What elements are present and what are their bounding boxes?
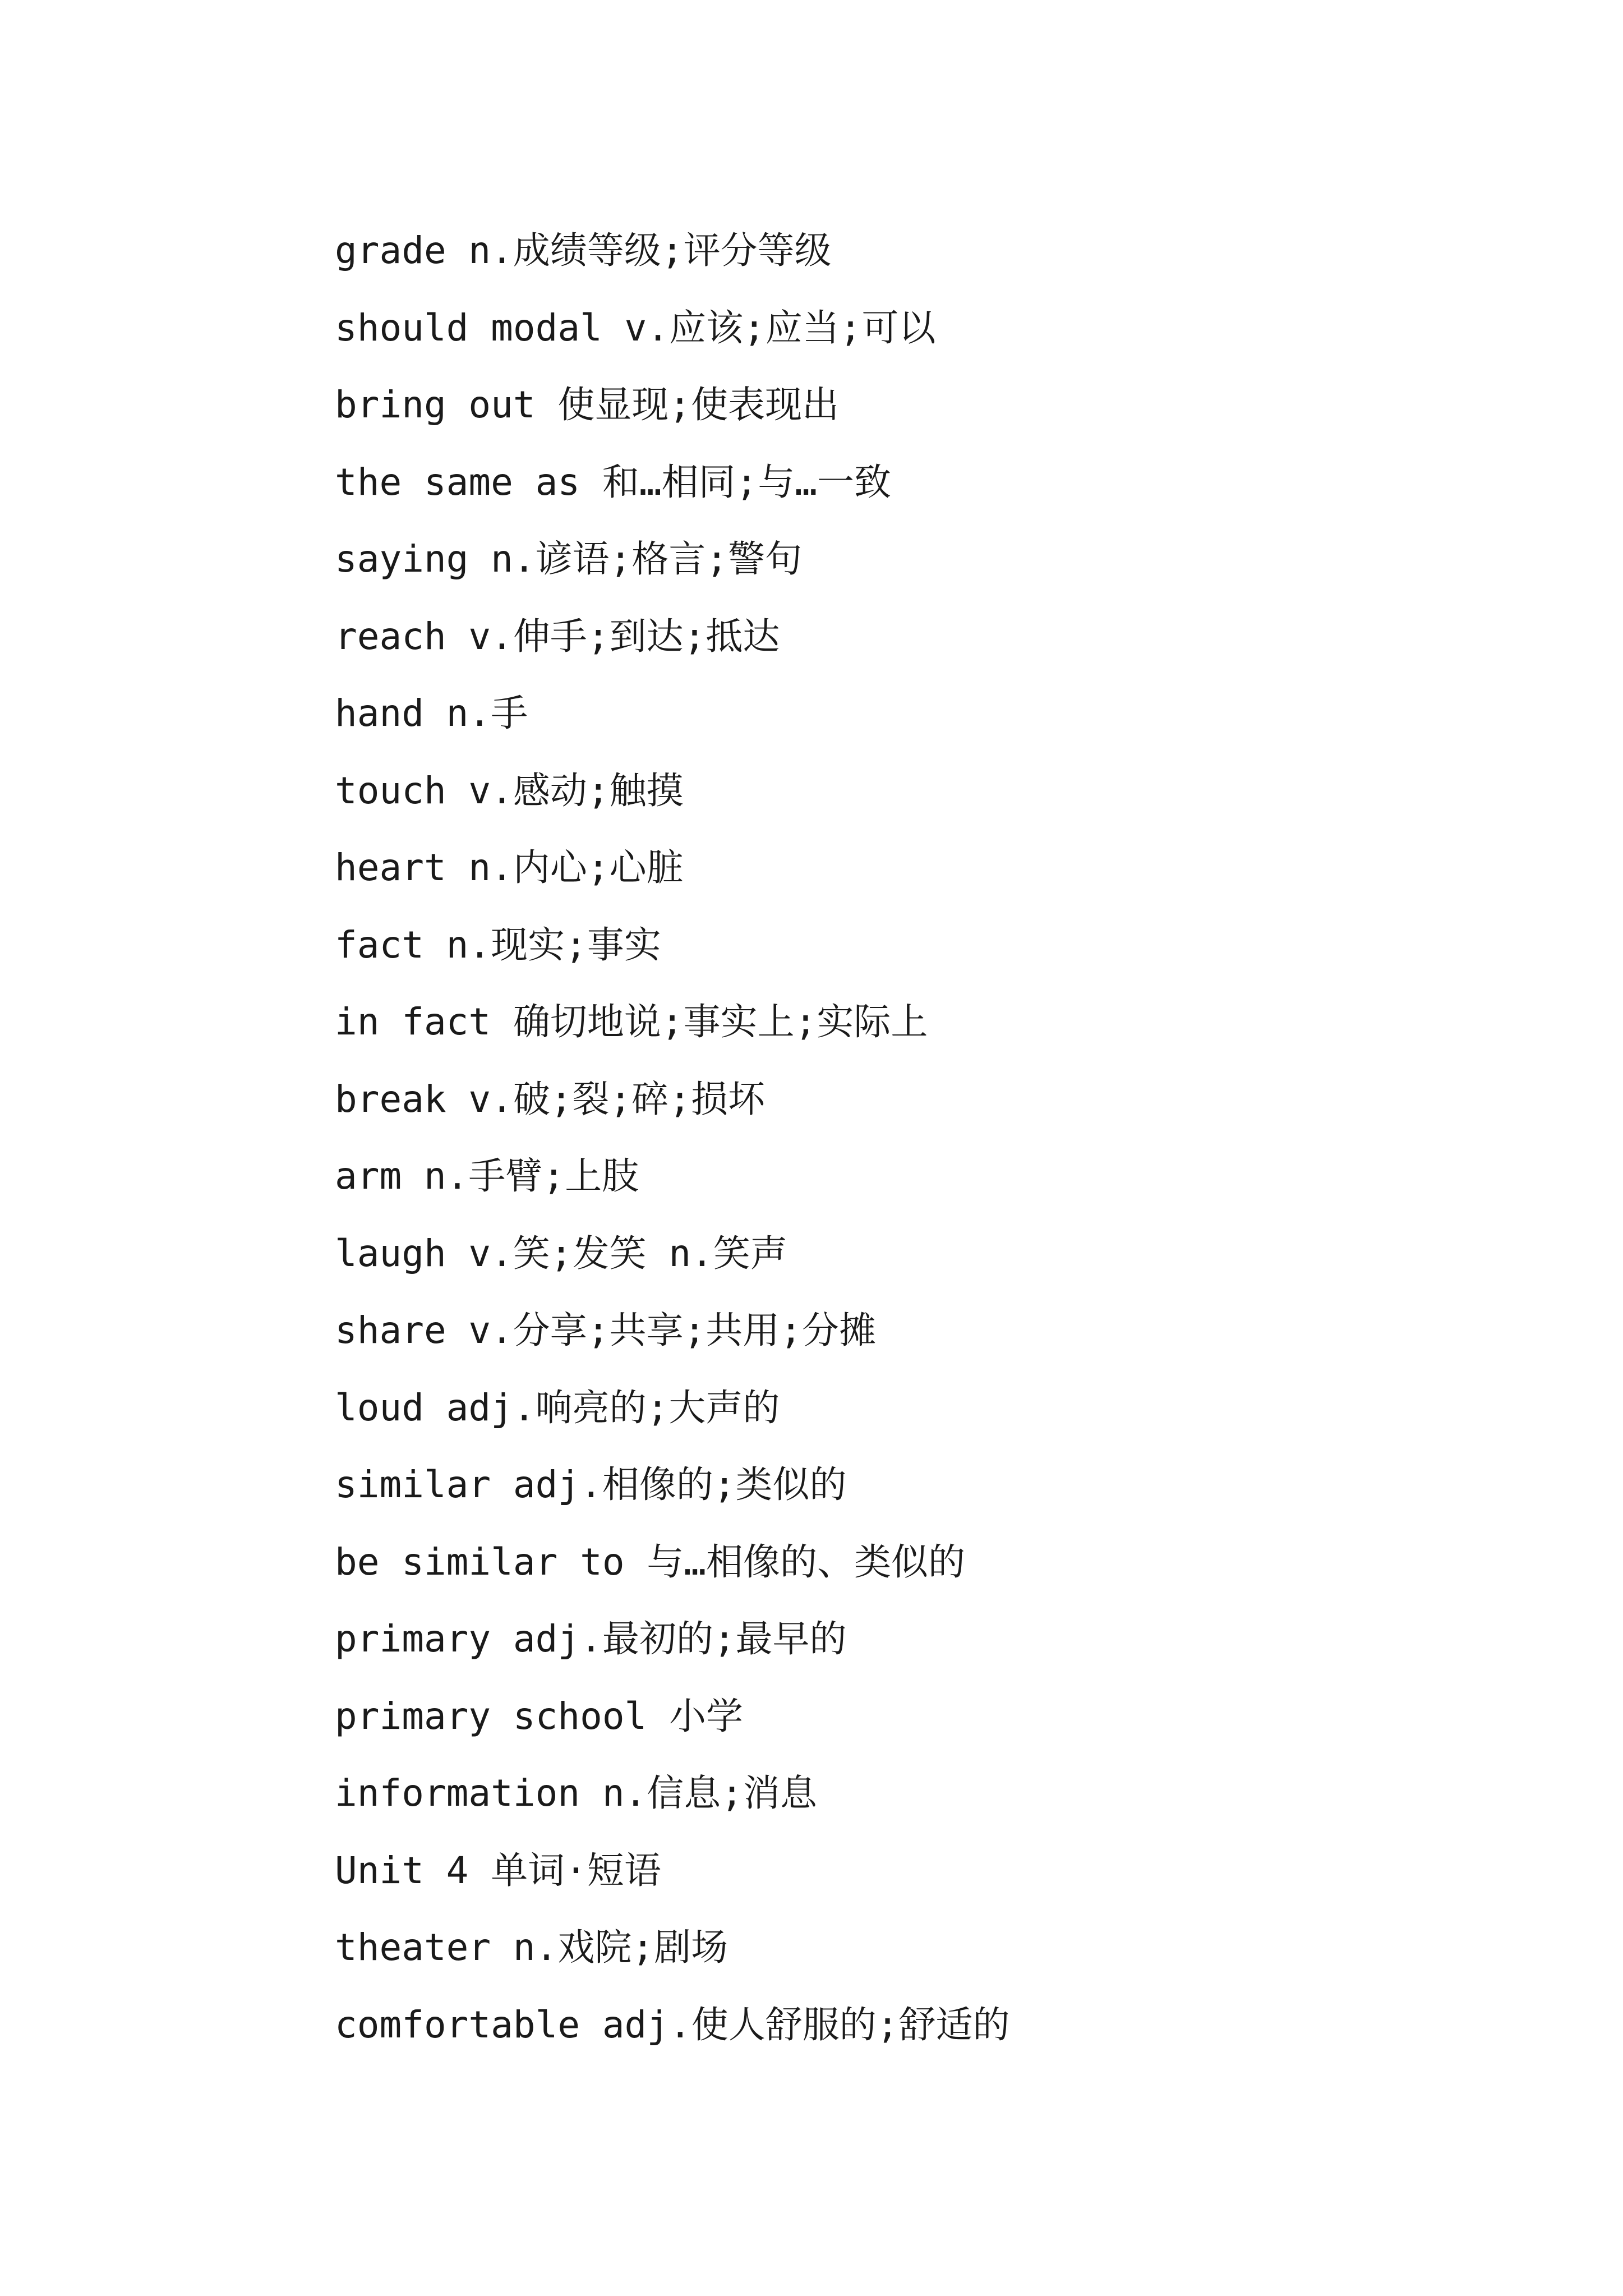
vocab-entry: theater n.戏院;剧场 bbox=[335, 1926, 728, 1969]
vocab-entry: share v.分享;共享;共用;分摊 bbox=[335, 1309, 877, 1352]
vocab-entry: loud adj.响亮的;大声的 bbox=[335, 1386, 780, 1429]
vocab-entry: reach v.伸手;到达;抵达 bbox=[335, 614, 780, 658]
vocab-entry: bring out 使显现;使表现出 bbox=[335, 383, 840, 426]
section-heading: Unit 4 单词·短语 bbox=[335, 1848, 661, 1892]
vocab-entry: the same as 和…相同;与…一致 bbox=[335, 460, 892, 504]
vocab-entry: information n.信息;消息 bbox=[335, 1772, 818, 1815]
vocab-entry: in fact 确切地说;事实上;实际上 bbox=[335, 1000, 928, 1043]
vocab-entry: break v.破;裂;碎;损坏 bbox=[335, 1077, 766, 1121]
vocab-entry: touch v.感动;触摸 bbox=[335, 769, 684, 812]
vocab-entry: hand n.手 bbox=[335, 692, 528, 735]
vocab-entry: similar adj.相像的;类似的 bbox=[335, 1463, 847, 1506]
vocab-entry: grade n.成绩等级;评分等级 bbox=[335, 229, 832, 272]
vocab-entry: saying n.谚语;格言;警句 bbox=[335, 537, 803, 581]
vocab-entry: be similar to 与…相像的、类似的 bbox=[335, 1540, 966, 1584]
vocab-entry: primary school 小学 bbox=[335, 1694, 744, 1738]
vocab-entry: comfortable adj.使人舒服的;舒适的 bbox=[335, 2003, 1010, 2046]
vocab-entry: fact n.现实;事实 bbox=[335, 923, 661, 967]
vocabulary-list bbox=[335, 212, 1010, 2063]
vocab-entry: arm n.手臂;上肢 bbox=[335, 1154, 639, 1198]
vocab-entry: primary adj.最初的;最早的 bbox=[335, 1617, 847, 1660]
vocab-entry: heart n.内心;心脏 bbox=[335, 846, 684, 889]
vocab-entry: should modal v.应该;应当;可以 bbox=[335, 306, 936, 349]
vocab-entry: laugh v.笑;发笑 n.笑声 bbox=[335, 1231, 787, 1275]
